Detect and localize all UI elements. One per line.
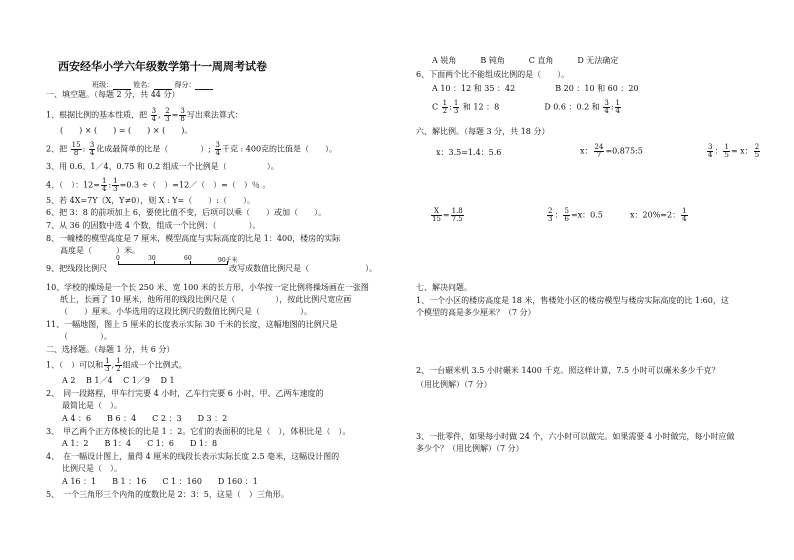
choice-4-line2: 比例尺是（ ）。 [62, 464, 122, 473]
problem-2-line2: （用比例解）（7 分） [416, 380, 492, 389]
choice-4-options: A 16 ：1 B 1 ：16 C 1 ：160 D 160 ：1 [62, 477, 258, 486]
equation-6: x：20%=2： $\frac{1}{4}$ [630, 207, 687, 223]
fraction: $\frac{2}{5}$ [754, 143, 760, 159]
scale-label: 30 [148, 255, 156, 262]
fraction: $\frac{1}{4}$ [615, 99, 620, 115]
choice-6: 6、下面两个比不能组成比例的是（ ）。 [416, 70, 570, 79]
fraction: $\frac{3}{4}$ [89, 141, 95, 157]
fraction: $\frac{1}{3}$ [113, 177, 118, 193]
question-2: 2、把 $\frac{15}{8}$ : $\frac{3}{4}$ 化成最简单的比是（ ）; $\frac{3}{4}$ 千克 : 400克的比值是（ ）。 [46, 141, 338, 157]
question-6: 6、把 3：8 的前项加上 6，要使比值不变，后项可以乘（ ）或加（ ）。 [46, 208, 326, 217]
score-label: 得分： [174, 81, 196, 89]
question-8-line2: 高度是（ ）米。 [60, 246, 140, 255]
choice-5-options: A 锐角 B 钝角 C 直角 D 无法确定 [432, 56, 619, 65]
fraction: $\frac{2}{3}$ [165, 107, 170, 123]
class-blank [113, 81, 131, 90]
fraction: $\frac{15}{8}$ [71, 141, 81, 157]
choice-6-row2: C $\frac{1}{2}$ : $\frac{1}{3}$ 和 12 ：8 D 0.6 ：0.2 和 $\frac{3}{4}$ : $\frac{1}{4}$ [432, 99, 620, 115]
fraction: $\frac{1}{3}$ [453, 99, 459, 115]
scale-label: 0 [116, 255, 120, 262]
equation-2: x： $\frac{24}{7}$ =0.875:5 [580, 143, 643, 159]
choice-6-row1: A 10 ：12 和 35 ：42 B 20 ：10 和 60 ：20 [432, 84, 639, 93]
question-11-line1: 11、一幅地图，图上 5 厘米的长度表示实际 30 千米的长度，这幅地图的比例尺是 [46, 320, 338, 329]
equation-5: $\frac{2}{3}$ ： $\frac{5}{6}$ =x：0.5 [548, 207, 603, 223]
equation-4: $\frac{X}{15}$ = $\frac{1.8}{7.5}$ [432, 207, 463, 223]
fraction: $\frac{2}{3}$ [548, 207, 553, 223]
fraction: $\frac{1.8}{7.5}$ [451, 207, 463, 223]
section-7-heading: 七、解决问题。 [416, 283, 472, 292]
question-7: 7、从 36 的因数中选 4 个数，组成一个比例：（ ）。 [46, 221, 261, 230]
scale-label: 90千米 [218, 257, 238, 264]
fraction: $\frac{3}{4}$ [708, 143, 713, 159]
section-2-heading: 二、选择题。（每题 1 分，共 6 分） [46, 345, 175, 354]
student-info-line [92, 80, 213, 90]
fraction: $\frac{5}{6}$ [564, 207, 569, 223]
choice-3-options: A 1：2 B 1：4 C 1：6 D 1：8 [62, 439, 218, 448]
choice-4-line1: 4、 在一幅设计图上，量得 4 厘米的线段长表示实际长度 2.5 毫米，这幅设计图的 [46, 452, 340, 461]
fraction: $\frac{1}{2}$ [442, 99, 448, 115]
question-1: 1、根据比例的基本性质，把 $\frac{3}{4}$ , $\frac{2}{3}$ = $\frac{3}{8}$ 写出乘法算式： [46, 107, 243, 123]
section-6-heading: 六、解比例。（每题 3 分，共 18 分） [416, 127, 550, 136]
choice-2-line2: 最简比是（ ）。 [62, 401, 122, 410]
fraction: $\frac{1}{5}$ [724, 143, 729, 159]
problem-2-line1: 2、一台碾米机 3.5 小时碾米 1400 千克。照这样计算，7.5 小时可以碾米多少千克？ [416, 366, 720, 375]
name-blank [154, 81, 172, 90]
name-label: 姓名： [133, 81, 155, 89]
problem-1-line2: 个模型的高是多少厘米？（7 分） [416, 308, 536, 317]
question-5: 5、若 4X=7Y（X，Y≠0），则 X : Y=（ ）:（ ）。 [46, 196, 255, 205]
problem-3-line1: 3、一批零件，如果每小时做 24 个，六小时可以做完。如果需要 4 小时做完，每小时应做 [416, 432, 735, 441]
fraction: $\frac{3}{4}$ [151, 107, 157, 123]
page-title: 西安经华小学六年级数学第十一周周考试卷 [58, 60, 267, 73]
choice-2-options: A 4 ：6 B 6 ：4 C 2 ：3 D 3 ：2 [62, 414, 228, 423]
question-11-line2: （ ）。 [60, 332, 112, 341]
choice-5: 5、 一个三角形三个内角的度数比是 2：3：5，这是（ ）三角形。 [46, 490, 289, 499]
choice-1: 1、（ ）可以和 $\frac{1}{3}$ , $\frac{1}{2}$ 组成一个比例式。 [46, 357, 187, 373]
fraction: $\frac{1}{3}$ [105, 357, 110, 373]
problem-3-line2: 多少个？（用比例解）（7 分） [416, 444, 524, 453]
question-10-line2: 纸上，长画了 10 厘米，他所用的线段比例尺是（ ），按此比例尺宽应画 [60, 295, 352, 304]
fraction: $\frac{1}{4}$ [101, 177, 107, 193]
scale-line [118, 264, 228, 265]
section-1-heading: 一、填空题。（每题 2 分，共 44 分） [46, 90, 180, 99]
choice-3: 3、 甲乙两个正方体棱长的比是 1 ：2。它们的表面积的比是（ ），体积比是（ ）。 [46, 427, 351, 436]
fraction: $\frac{3}{4}$ [215, 141, 220, 157]
equation-3: $\frac{3}{4}$ ： $\frac{1}{5}$ = x： $\frac{2}{5}$ [708, 143, 760, 159]
fraction: $\frac{24}{7}$ [594, 143, 604, 159]
score-blank [195, 81, 213, 90]
question-9-suffix: 改写成数值比例尺是（ ）。 [229, 264, 378, 273]
question-9-prefix: 9、把线段比例尺 [46, 264, 108, 273]
question-1-line2: ( ) × ( ) = ( ) × ( )。 [60, 126, 193, 135]
question-10-line3: （ ）厘米。小华选用的这段比例尺的数值比例尺是（ ）。 [60, 307, 312, 316]
fraction: $\frac{1}{4}$ [682, 207, 687, 223]
fraction: $\frac{3}{8}$ [180, 107, 185, 123]
class-label: 班级： [92, 81, 113, 89]
question-3: 3、用 0.6、1／4、0.75 和 0.2 组成一个比例是（ ）。 [46, 162, 279, 171]
choice-2-line1: 2、 同一段路程，甲车行完要 4 小时，乙车行完要 6 小时，甲、乙两车速度的 [46, 389, 324, 398]
question-4: 4、（ ）：12= $\frac{1}{4}$ : $\frac{1}{3}$ =0.3 ÷（ ）=12／（ ）=（ ）％ 。 [46, 177, 271, 193]
fraction: $\frac{3}{4}$ [604, 99, 609, 115]
problem-1-line1: 1、一个小区的楼房高度是 18 米，售楼处小区的楼房模型与楼房实际高度的比 1:60，这 [416, 296, 729, 305]
question-8-line1: 8、一幢楼的模型高度是 7 厘米，模型高度与实际高度的比是 1：400，楼房的实际 [46, 234, 341, 243]
choice-1-options: A 2 B 1／4 C 1／9 D 1 [62, 376, 175, 385]
scale-label: 60 [184, 255, 192, 262]
equation-1: x：3.5=1.4：5.6 [436, 148, 502, 157]
fraction: $\frac{X}{15}$ [432, 207, 441, 223]
question-10-line1: 10、学校的操场是一个长 250 米、宽 100 米的长方形，小华按一定比例将操场画在一张图 [46, 283, 369, 292]
line-scale-bar [118, 256, 238, 268]
fraction: $\frac{1}{2}$ [116, 357, 121, 373]
